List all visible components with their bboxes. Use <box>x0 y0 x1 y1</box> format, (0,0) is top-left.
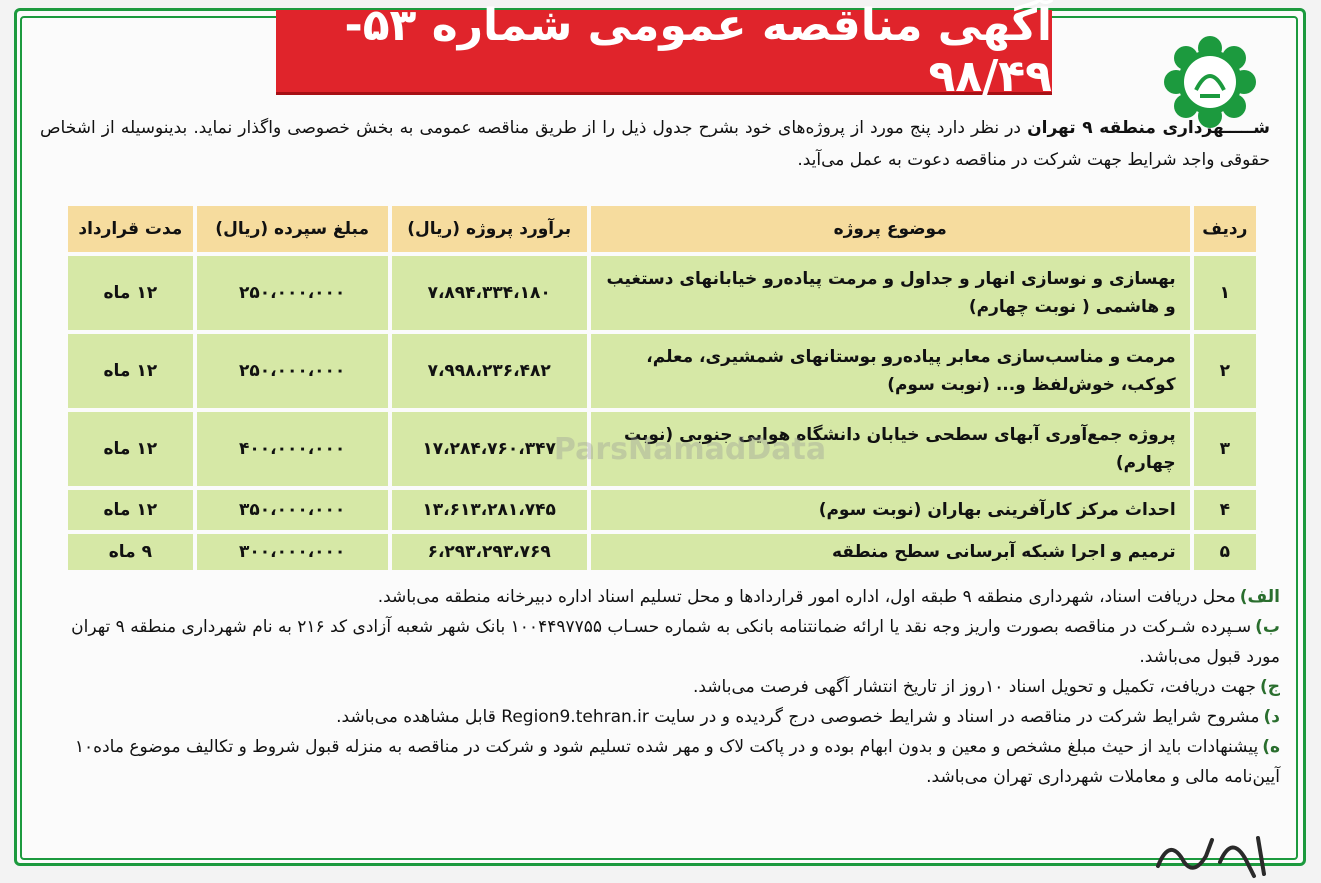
intro-lead: شـــــهرداری منطقه ۹ تهران <box>1027 118 1270 138</box>
condition-item <box>40 582 1280 612</box>
cell-row-number: ۱ <box>1194 256 1256 330</box>
cell-deposit: ۳۰۰،۰۰۰،۰۰۰ <box>197 534 388 570</box>
condition-text: جهت دریافت، تکمیل و تحویل اسناد ۱۰روز از تاریخ انتشار آگهی فرصت می‌باشد. <box>692 677 1256 697</box>
condition-label: ه) <box>1262 737 1280 757</box>
cell-subject: احداث مرکز کارآفرینی بهاران (نوبت سوم) <box>591 490 1190 530</box>
cell-duration: ۱۲ ماه <box>68 490 193 530</box>
header-duration: مدت قرارداد <box>68 206 193 252</box>
cell-row-number: ۳ <box>1194 412 1256 486</box>
cell-row-number: ۴ <box>1194 490 1256 530</box>
condition-label: د) <box>1263 707 1280 727</box>
cell-subject: مرمت و مناسب‌سازی معابر پیاده‌رو بوستانهای شمشیری، معلم، کوکب، خوش‌لفظ و... (نوبت سوم) <box>591 334 1190 408</box>
cell-estimate: ۷،۹۹۸،۲۳۶،۴۸۲ <box>392 334 587 408</box>
table-row <box>68 334 1256 408</box>
cell-subject: بهسازی و نوسازی انهار و جداول و مرمت پیاده‌رو خیابانهای دستغیب و هاشمی ( نوبت چهارم) <box>591 256 1190 330</box>
header-deposit: مبلغ سپرده (ریال) <box>197 206 388 252</box>
conditions-list <box>40 582 1280 792</box>
condition-text: محل دریافت اسناد، شهرداری منطقه ۹ طبقه اول، اداره امور قراردادها و محل تسلیم اسناد اداره دبیرخانه منطقه می‌باشد. <box>377 587 1236 607</box>
condition-label: ج) <box>1259 677 1280 697</box>
cell-subject: ترمیم و اجرا شبکه آبرسانی سطح منطقه <box>591 534 1190 570</box>
cell-estimate: ۶،۲۹۳،۲۹۳،۷۶۹ <box>392 534 587 570</box>
cell-deposit: ۴۰۰،۰۰۰،۰۰۰ <box>197 412 388 486</box>
condition-text: سـپرده شـرکت در مناقصه بصورت واریز وجه نقد یا ارائه ضمانتنامه بانکی به شماره حسـاب ۱۰۰۴۴۹۷۷۵۵ بانک شهر شعبه آزادی کد ۲۱۶ به نام شهرداری منطقه ۹ تهران مورد قبول می‌باشد. <box>71 617 1280 667</box>
condition-item <box>40 732 1280 792</box>
cell-subject: پروژه جمع‌آوری آبهای سطحی خیابان دانشگاه هوایی جنوبی (نوبت چهارم) <box>591 412 1190 486</box>
cell-estimate: ۱۷،۲۸۴،۷۶۰،۳۴۷ <box>392 412 587 486</box>
intro-paragraph <box>40 112 1270 176</box>
table-header-row <box>68 206 1256 252</box>
cell-estimate: ۱۳،۶۱۳،۲۸۱،۷۴۵ <box>392 490 587 530</box>
page-title: آگهی مناقصه عمومی شماره ۵۳- ۹۸/۴۹ <box>276 10 1052 92</box>
intro-text: در نظر دارد پنج مورد از پروژه‌های خود بشرح جدول ذیل را از طریق مناقصه عمومی به بخش خصوصی واگذار نماید. بدینوسیله از اشخاص حقوقی واجد شرایط جهت شرکت در مناقصه دعوت به عمل می‌آید. <box>40 118 1270 170</box>
cell-duration: ۱۲ ماه <box>68 256 193 330</box>
condition-item <box>40 612 1280 672</box>
header-estimate: برآورد پروژه (ریال) <box>392 206 587 252</box>
header-row-number: ردیف <box>1194 206 1256 252</box>
cell-deposit: ۲۵۰،۰۰۰،۰۰۰ <box>197 334 388 408</box>
condition-label: الف) <box>1239 587 1280 607</box>
condition-item <box>40 702 1280 732</box>
cell-deposit: ۳۵۰،۰۰۰،۰۰۰ <box>197 490 388 530</box>
condition-text: مشروح شرایط شرکت در مناقصه در اسناد و شرایط خصوصی درج گردیده و در سایت Region9.tehran.ir قابل مشاهده می‌باشد. <box>336 707 1260 727</box>
header-subject: موضوع پروژه <box>591 206 1190 252</box>
cell-duration: ۱۲ ماه <box>68 412 193 486</box>
cell-deposit: ۲۵۰،۰۰۰،۰۰۰ <box>197 256 388 330</box>
condition-text: پیشنهادات باید از حیث مبلغ مشخص و معین و بدون ابهام بوده و در پاکت لاک و مهر شده تسلیم شود و شرکت در مناقصه به منزله قبول شروط و تکالیف موضوع ماده۱۰ آیین‌نامه مالی و معاملات شهرداری تهران می‌باشد. <box>74 737 1280 787</box>
condition-label: ب) <box>1255 617 1280 637</box>
projects-table <box>64 202 1260 574</box>
cell-duration: ۹ ماه <box>68 534 193 570</box>
handwritten-mark <box>1150 826 1270 880</box>
cell-row-number: ۲ <box>1194 334 1256 408</box>
cell-row-number: ۵ <box>1194 534 1256 570</box>
cell-estimate: ۷،۸۹۴،۳۳۴،۱۸۰ <box>392 256 587 330</box>
table-row <box>68 490 1256 530</box>
table-row <box>68 256 1256 330</box>
condition-item <box>40 672 1280 702</box>
table-row <box>68 534 1256 570</box>
watermark: ParsNamadData <box>553 432 827 467</box>
cell-duration: ۱۲ ماه <box>68 334 193 408</box>
